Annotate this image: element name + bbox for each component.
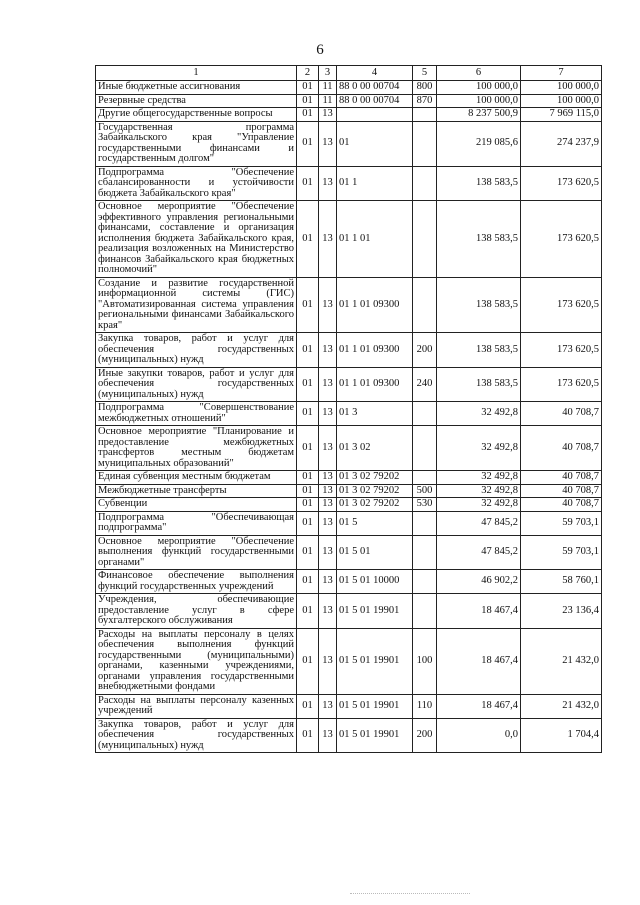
row-name: Расходы на выплаты персоналу казенных учреждений <box>96 694 297 718</box>
cell-amount-year-2: 40 708,7 <box>521 484 602 498</box>
cell-amount-year-2: 40 708,7 <box>521 498 602 512</box>
cell-section: 01 <box>297 718 319 753</box>
cell-amount-year-2: 173 620,5 <box>521 201 602 278</box>
cell-target-article: 01 5 01 19901 <box>337 628 413 694</box>
cell-section: 01 <box>297 426 319 471</box>
cell-expense-type <box>413 121 437 166</box>
cell-amount-year-1: 32 492,8 <box>437 471 521 485</box>
cell-target-article: 01 <box>337 121 413 166</box>
cell-subsection: 13 <box>319 484 337 498</box>
cell-subsection: 11 <box>319 81 337 95</box>
cell-section: 01 <box>297 694 319 718</box>
row-name: Резервные средства <box>96 94 297 108</box>
table-row <box>96 484 602 498</box>
cell-expense-type: 240 <box>413 367 437 402</box>
cell-target-article: 88 0 00 00704 <box>337 94 413 108</box>
cell-section: 01 <box>297 594 319 629</box>
cell-target-article: 01 1 01 <box>337 201 413 278</box>
cell-target-article: 01 5 01 19901 <box>337 594 413 629</box>
cell-subsection: 13 <box>319 718 337 753</box>
cell-subsection: 13 <box>319 694 337 718</box>
cell-amount-year-1: 138 583,5 <box>437 333 521 368</box>
cell-section: 01 <box>297 628 319 694</box>
cell-target-article: 01 5 01 <box>337 535 413 570</box>
cell-amount-year-1: 138 583,5 <box>437 201 521 278</box>
column-header: 4 <box>337 66 413 81</box>
cell-target-article: 01 5 01 19901 <box>337 694 413 718</box>
cell-amount-year-2: 7 969 115,0 <box>521 108 602 122</box>
cell-target-article: 01 1 01 09300 <box>337 277 413 333</box>
row-name: Основное мероприятие "Планирование и предоставление межбюджетных трансфертов местным бюджетам муниципальных образований" <box>96 426 297 471</box>
cell-subsection: 13 <box>319 535 337 570</box>
cell-section: 01 <box>297 81 319 95</box>
table-row <box>96 594 602 629</box>
cell-amount-year-1: 138 583,5 <box>437 367 521 402</box>
cell-amount-year-1: 219 085,6 <box>437 121 521 166</box>
column-header: 5 <box>413 66 437 81</box>
table-row <box>96 628 602 694</box>
cell-target-article: 01 3 02 79202 <box>337 484 413 498</box>
row-name: Подпрограмма "Обеспечение сбалансированности и устойчивости бюджета Забайкальского края" <box>96 166 297 201</box>
table-row <box>96 367 602 402</box>
cell-subsection: 13 <box>319 121 337 166</box>
row-name: Закупка товаров, работ и услуг для обеспечения государственных (муниципальных) нужд <box>96 718 297 753</box>
cell-amount-year-2: 40 708,7 <box>521 402 602 426</box>
cell-target-article: 01 1 01 09300 <box>337 333 413 368</box>
cell-expense-type <box>413 277 437 333</box>
cell-subsection: 13 <box>319 333 337 368</box>
cell-subsection: 13 <box>319 426 337 471</box>
cell-amount-year-1: 18 467,4 <box>437 628 521 694</box>
cell-expense-type <box>413 166 437 201</box>
row-name: Другие общегосударственные вопросы <box>96 108 297 122</box>
cell-target-article: 01 5 <box>337 511 413 535</box>
table-row <box>96 535 602 570</box>
row-name: Основное мероприятие "Обеспечение эффективного управления региональными финансами, составление и организация исполнения бюджета Забайкальского края, реализация возложенных на Министерство финансов Забайкальского края бюджетных полномочий" <box>96 201 297 278</box>
row-name: Подпрограмма "Обеспечивающая подпрограмма" <box>96 511 297 535</box>
cell-subsection: 13 <box>319 402 337 426</box>
cell-amount-year-2: 100 000,0 <box>521 94 602 108</box>
cell-subsection: 13 <box>319 594 337 629</box>
cell-section: 01 <box>297 201 319 278</box>
cell-amount-year-1: 32 492,8 <box>437 426 521 471</box>
cell-amount-year-1: 32 492,8 <box>437 498 521 512</box>
table-row <box>96 121 602 166</box>
row-name: Государственная программа Забайкальского края "Управление государственными финансами и государственным долгом" <box>96 121 297 166</box>
cell-subsection: 13 <box>319 166 337 201</box>
cell-subsection: 13 <box>319 367 337 402</box>
table-row <box>96 108 602 122</box>
row-name: Иные бюджетные ассигнования <box>96 81 297 95</box>
column-header: 7 <box>521 66 602 81</box>
cell-section: 01 <box>297 277 319 333</box>
cell-amount-year-1: 47 845,2 <box>437 511 521 535</box>
header-row <box>96 66 602 81</box>
table-row <box>96 402 602 426</box>
cell-section: 01 <box>297 333 319 368</box>
cell-target-article: 01 3 02 79202 <box>337 498 413 512</box>
cell-amount-year-1: 100 000,0 <box>437 94 521 108</box>
table-row <box>96 511 602 535</box>
cell-target-article: 01 1 <box>337 166 413 201</box>
cell-target-article <box>337 108 413 122</box>
cell-target-article: 01 1 01 09300 <box>337 367 413 402</box>
cell-section: 01 <box>297 471 319 485</box>
cell-amount-year-2: 1 704,4 <box>521 718 602 753</box>
table-row <box>96 201 602 278</box>
cell-section: 01 <box>297 367 319 402</box>
table-body <box>96 81 602 753</box>
cell-amount-year-1: 47 845,2 <box>437 535 521 570</box>
cell-amount-year-2: 274 237,9 <box>521 121 602 166</box>
cell-expense-type <box>413 511 437 535</box>
cell-amount-year-2: 173 620,5 <box>521 333 602 368</box>
cell-expense-type <box>413 594 437 629</box>
budget-table <box>95 65 602 753</box>
table-row <box>96 277 602 333</box>
row-name: Подпрограмма "Совершенствование межбюджетных отношений" <box>96 402 297 426</box>
column-header: 6 <box>437 66 521 81</box>
cell-section: 01 <box>297 94 319 108</box>
cell-subsection: 13 <box>319 108 337 122</box>
scan-artifact-line <box>350 893 470 894</box>
cell-subsection: 13 <box>319 628 337 694</box>
table-row <box>96 426 602 471</box>
cell-expense-type: 110 <box>413 694 437 718</box>
table-row <box>96 498 602 512</box>
cell-amount-year-2: 173 620,5 <box>521 367 602 402</box>
cell-amount-year-2: 59 703,1 <box>521 511 602 535</box>
row-name: Учреждения, обеспечивающие предоставление услуг в сфере бухгалтерского обслуживания <box>96 594 297 629</box>
table-row <box>96 471 602 485</box>
column-header: 1 <box>96 66 297 81</box>
cell-amount-year-1: 138 583,5 <box>437 277 521 333</box>
cell-target-article: 01 3 <box>337 402 413 426</box>
cell-target-article: 01 3 02 <box>337 426 413 471</box>
cell-section: 01 <box>297 166 319 201</box>
cell-expense-type: 500 <box>413 484 437 498</box>
table-row <box>96 94 602 108</box>
cell-expense-type: 800 <box>413 81 437 95</box>
row-name: Расходы на выплаты персоналу в целях обеспечения выполнения функций государственными (муниципальными) органами, казенными учреждениями, органами управления государственными внебюджетными фондами <box>96 628 297 694</box>
cell-amount-year-1: 8 237 500,9 <box>437 108 521 122</box>
row-name: Единая субвенция местным бюджетам <box>96 471 297 485</box>
table-row <box>96 570 602 594</box>
row-name: Иные закупки товаров, работ и услуг для обеспечения государственных (муниципальных) нужд <box>96 367 297 402</box>
cell-amount-year-2: 173 620,5 <box>521 166 602 201</box>
column-header: 3 <box>319 66 337 81</box>
cell-amount-year-1: 46 902,2 <box>437 570 521 594</box>
row-name: Основное мероприятие "Обеспечение выполнения функций государственными органами" <box>96 535 297 570</box>
cell-expense-type: 870 <box>413 94 437 108</box>
cell-amount-year-2: 40 708,7 <box>521 426 602 471</box>
cell-expense-type: 200 <box>413 718 437 753</box>
cell-amount-year-1: 18 467,4 <box>437 594 521 629</box>
cell-subsection: 13 <box>319 511 337 535</box>
column-header: 2 <box>297 66 319 81</box>
cell-expense-type <box>413 108 437 122</box>
row-name: Межбюджетные трансферты <box>96 484 297 498</box>
cell-section: 01 <box>297 121 319 166</box>
cell-subsection: 11 <box>319 94 337 108</box>
cell-amount-year-2: 58 760,1 <box>521 570 602 594</box>
row-name: Закупка товаров, работ и услуг для обеспечения государственных (муниципальных) нужд <box>96 333 297 368</box>
cell-section: 01 <box>297 511 319 535</box>
row-name: Субвенции <box>96 498 297 512</box>
cell-amount-year-1: 138 583,5 <box>437 166 521 201</box>
cell-expense-type: 100 <box>413 628 437 694</box>
cell-target-article: 88 0 00 00704 <box>337 81 413 95</box>
cell-section: 01 <box>297 484 319 498</box>
table-row <box>96 166 602 201</box>
cell-target-article: 01 5 01 10000 <box>337 570 413 594</box>
cell-expense-type <box>413 426 437 471</box>
cell-amount-year-2: 173 620,5 <box>521 277 602 333</box>
cell-expense-type <box>413 402 437 426</box>
cell-amount-year-2: 21 432,0 <box>521 628 602 694</box>
cell-amount-year-1: 18 467,4 <box>437 694 521 718</box>
cell-amount-year-1: 0,0 <box>437 718 521 753</box>
cell-amount-year-1: 32 492,8 <box>437 484 521 498</box>
cell-section: 01 <box>297 498 319 512</box>
cell-expense-type <box>413 570 437 594</box>
cell-amount-year-2: 40 708,7 <box>521 471 602 485</box>
cell-section: 01 <box>297 108 319 122</box>
cell-expense-type <box>413 201 437 278</box>
cell-amount-year-2: 23 136,4 <box>521 594 602 629</box>
table-row <box>96 333 602 368</box>
cell-expense-type <box>413 471 437 485</box>
cell-subsection: 13 <box>319 471 337 485</box>
cell-subsection: 13 <box>319 498 337 512</box>
cell-expense-type: 530 <box>413 498 437 512</box>
cell-target-article: 01 3 02 79202 <box>337 471 413 485</box>
row-name: Создание и развитие государственной информационной системы (ГИС) "Автоматизированная система управления региональными финансами Забайкальского края" <box>96 277 297 333</box>
cell-subsection: 13 <box>319 277 337 333</box>
page-number: 6 <box>316 42 324 58</box>
cell-expense-type <box>413 535 437 570</box>
cell-section: 01 <box>297 402 319 426</box>
cell-amount-year-1: 32 492,8 <box>437 402 521 426</box>
cell-amount-year-2: 100 000,0 <box>521 81 602 95</box>
cell-subsection: 13 <box>319 201 337 278</box>
cell-section: 01 <box>297 535 319 570</box>
cell-amount-year-1: 100 000,0 <box>437 81 521 95</box>
cell-amount-year-2: 59 703,1 <box>521 535 602 570</box>
cell-section: 01 <box>297 570 319 594</box>
table-row <box>96 718 602 753</box>
table-row <box>96 81 602 95</box>
cell-target-article: 01 5 01 19901 <box>337 718 413 753</box>
cell-subsection: 13 <box>319 570 337 594</box>
cell-amount-year-2: 21 432,0 <box>521 694 602 718</box>
table-row <box>96 694 602 718</box>
cell-expense-type: 200 <box>413 333 437 368</box>
row-name: Финансовое обеспечение выполнения функций государственных учреждений <box>96 570 297 594</box>
